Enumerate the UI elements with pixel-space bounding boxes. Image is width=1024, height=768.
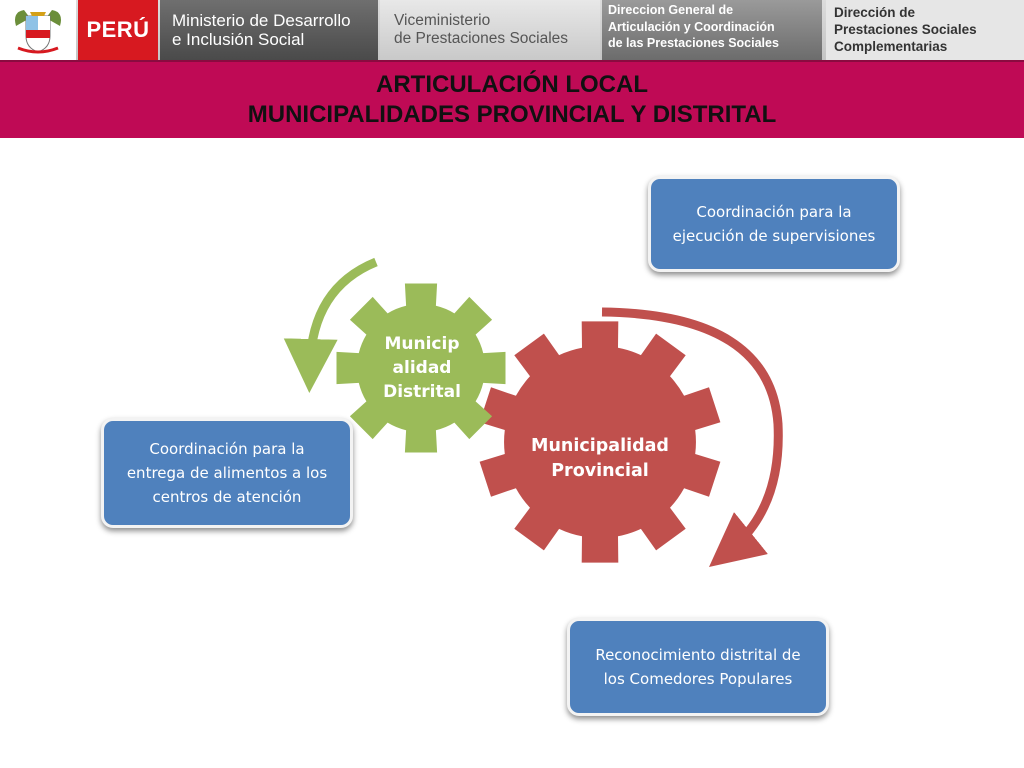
ministry-line: Ministerio de Desarrollo: [172, 11, 351, 30]
vice-ministry-line: de Prestaciones Sociales: [394, 30, 569, 47]
callout-line: Reconocimiento distrital de: [595, 646, 801, 664]
callout-line: entrega de alimentos a los: [126, 464, 328, 482]
callout-line: Coordinación para la: [696, 203, 852, 221]
direction-line: Prestaciones Sociales: [834, 22, 977, 37]
general-direction-line: Direccion General de: [608, 3, 734, 17]
general-direction-line: de las Prestaciones Sociales: [608, 36, 779, 50]
institutional-header: [0, 0, 1024, 60]
distrital-gear-label: [370, 332, 474, 404]
gear-diagram: [0, 138, 1024, 768]
peru-brand: PERÚ: [78, 0, 158, 60]
callout-food-delivery: [101, 418, 353, 528]
crest-cell: [0, 0, 76, 60]
vice-ministry-line: Viceministerio: [394, 12, 491, 29]
distrital-label-line: Municip: [384, 334, 460, 354]
general-direction-name: [602, 0, 822, 60]
ministry-line: e Inclusión Social: [172, 30, 305, 49]
direction-line: Dirección de: [834, 5, 916, 20]
callout-line: Coordinación para la: [149, 440, 305, 458]
callout-recognition: [567, 618, 829, 716]
title-line-2: MUNICIPALIDADES PROVINCIAL Y DISTRITAL: [247, 101, 777, 128]
callout-line: ejecución de supervisiones: [672, 227, 876, 245]
callout-line: centros de atención: [152, 488, 302, 506]
provincial-label-line: Provincial: [551, 461, 649, 481]
vice-ministry-name: [380, 0, 600, 60]
coat-of-arms-icon: [8, 4, 68, 56]
direction-line: Complementarias: [834, 39, 948, 54]
title-line-1: ARTICULACIÓN LOCAL: [376, 71, 648, 98]
general-direction-line: Articulación y Coordinación: [608, 19, 775, 34]
callout-supervision: [648, 176, 900, 272]
distrital-label-line: alidad: [392, 358, 452, 378]
slide-title: [0, 60, 1024, 138]
callout-line: los Comedores Populares: [603, 670, 793, 688]
direction-name: [826, 0, 1024, 60]
ministry-name: [160, 0, 378, 60]
provincial-label-line: Municipalidad: [531, 436, 669, 456]
distrital-label-line: Distrital: [383, 382, 461, 402]
provincial-gear-label: [505, 434, 695, 484]
